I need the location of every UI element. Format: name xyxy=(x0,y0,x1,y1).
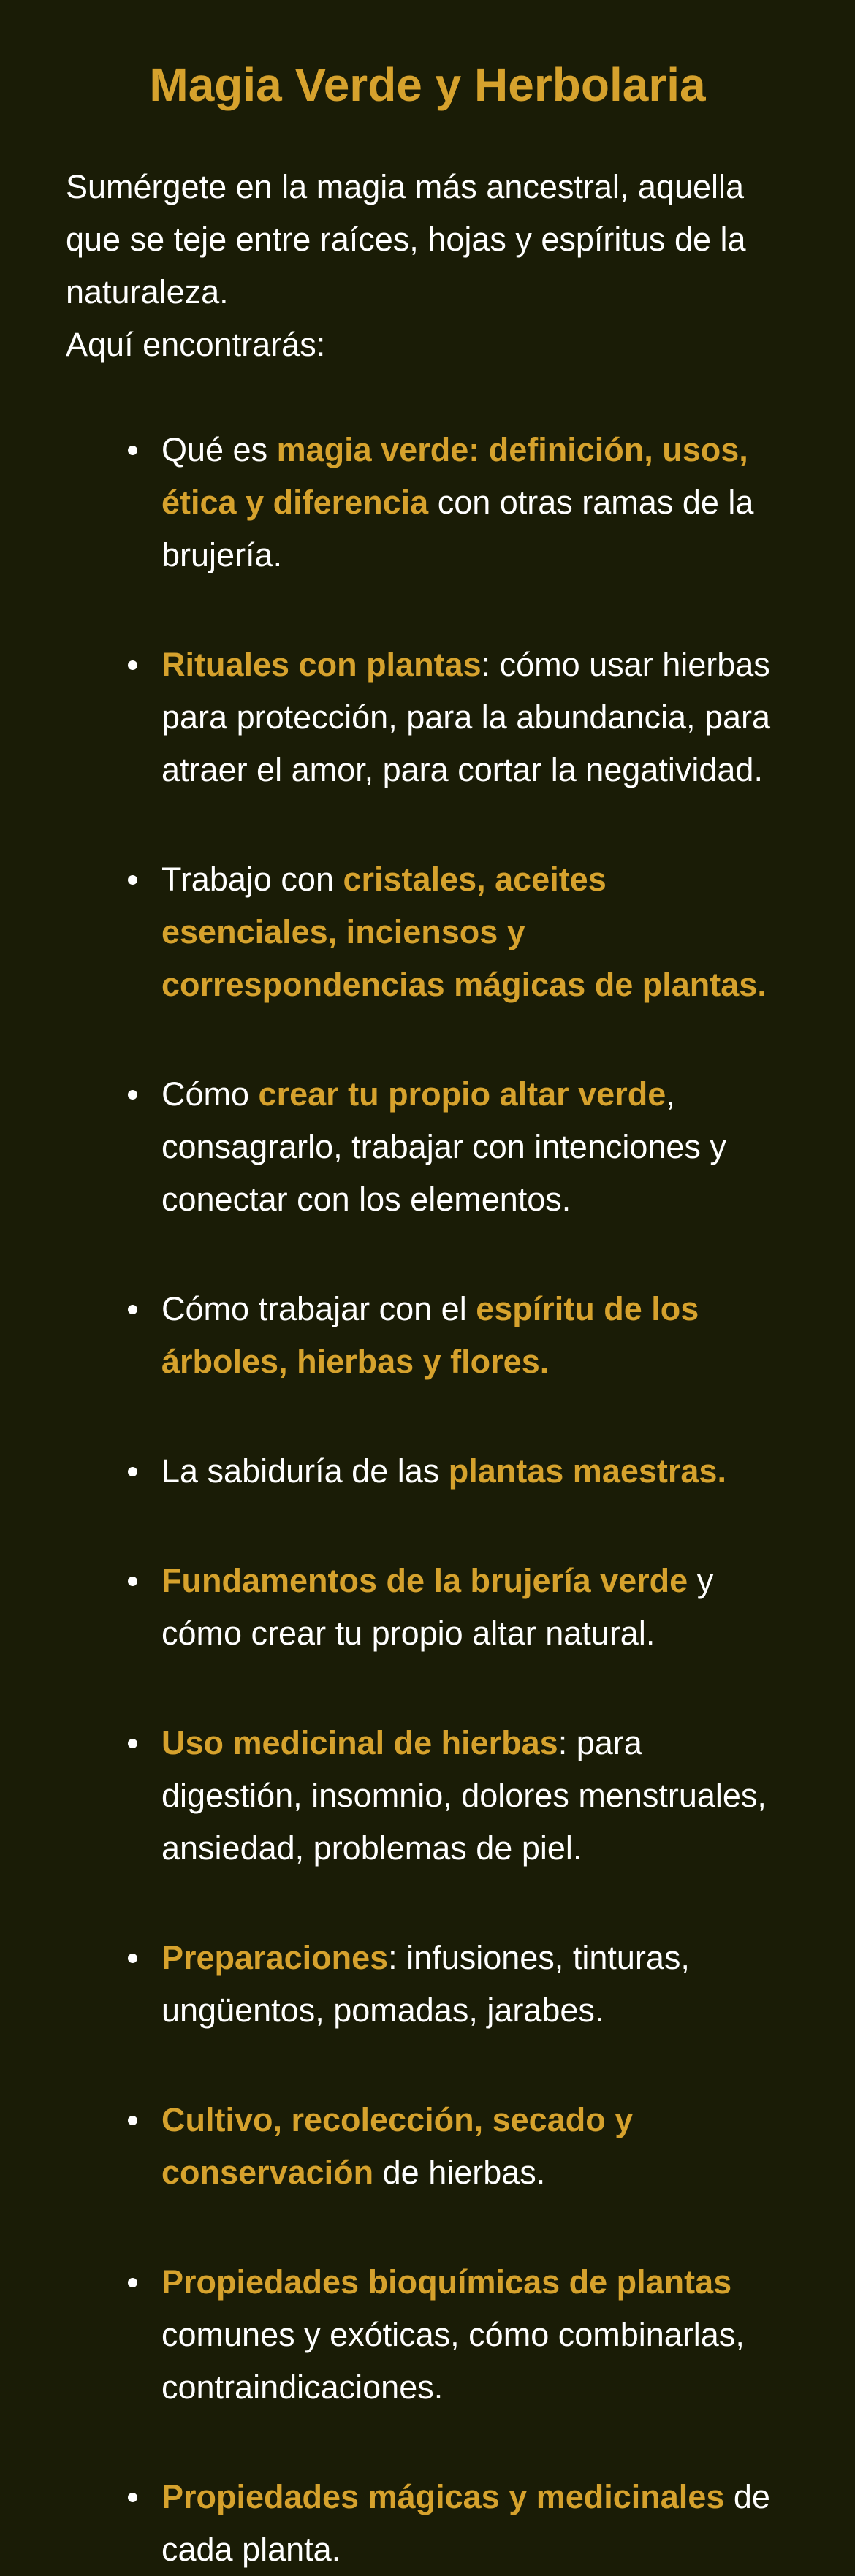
item-text: Cómo xyxy=(162,1075,259,1113)
list-item xyxy=(162,1717,789,1875)
topics-list xyxy=(66,424,789,2576)
item-text: : para digestión, insomnio, dolores menstruales, ansiedad, problemas de piel. xyxy=(162,1724,767,1867)
item-text: Trabajo con xyxy=(162,861,343,898)
item-highlight: Uso medicinal de hierbas xyxy=(162,1724,558,1761)
list-item xyxy=(162,1445,789,1498)
intro-text xyxy=(66,161,789,371)
item-text: Cómo trabajar con el xyxy=(162,1290,476,1327)
list-item xyxy=(162,1555,789,1660)
item-text: , consagrarlo, trabajar con intenciones y conectar con los elementos. xyxy=(162,1075,726,1218)
list-item xyxy=(162,1068,789,1226)
item-highlight: Fundamentos de la brujería verde xyxy=(162,1562,688,1599)
item-text: y cómo crear tu propio altar natural. xyxy=(162,1562,714,1652)
list-item xyxy=(162,1283,789,1388)
item-highlight: crear tu propio altar verde xyxy=(258,1075,666,1113)
item-text: con otras ramas de la brujería. xyxy=(162,484,754,573)
item-highlight: Preparaciones xyxy=(162,1939,389,1976)
item-highlight: Propiedades bioquímicas de plantas xyxy=(162,2263,732,2301)
list-item xyxy=(162,2256,789,2414)
item-text: de cada planta. xyxy=(162,2478,770,2568)
list-item xyxy=(162,2094,789,2199)
item-highlight: magia verde: definición, usos, ética y diferencia xyxy=(162,431,748,521)
item-highlight: Propiedades mágicas y medicinales xyxy=(162,2478,725,2515)
item-highlight: Rituales con plantas xyxy=(162,646,482,683)
intro-lead-in: Aquí encontrarás: xyxy=(66,326,326,363)
list-item xyxy=(162,639,789,796)
list-item xyxy=(162,424,789,582)
item-text: La sabiduría de las xyxy=(162,1452,449,1490)
intro-paragraph: Sumérgete en la magia más ancestral, aquella que se teje entre raíces, hojas y espíritus de la naturaleza. xyxy=(66,168,746,310)
item-highlight: espíritu de los árboles, hierbas y flores. xyxy=(162,1290,699,1380)
item-text: : infusiones, tinturas, ungüentos, pomadas, jarabes. xyxy=(162,1939,690,2029)
item-highlight: Cultivo, recolección, secado y conservación xyxy=(162,2101,634,2191)
list-item xyxy=(162,1932,789,2037)
page-title: Magia Verde y Herbolaria xyxy=(149,58,706,111)
item-highlight: plantas maestras. xyxy=(448,1452,726,1490)
list-item xyxy=(162,2471,789,2576)
item-highlight: cristales, aceites esenciales, inciensos y correspondencias mágicas de plantas. xyxy=(162,861,767,1003)
item-text: comunes y exóticas, cómo combinarlas, contraindicaciones. xyxy=(162,2316,745,2406)
list-item xyxy=(162,853,789,1011)
item-text: Qué es xyxy=(162,431,277,468)
item-text: : cómo usar hierbas para protección, para la abundancia, para atraer el amor, para cortar la negatividad. xyxy=(162,646,771,788)
item-text: de hierbas. xyxy=(373,2154,546,2191)
